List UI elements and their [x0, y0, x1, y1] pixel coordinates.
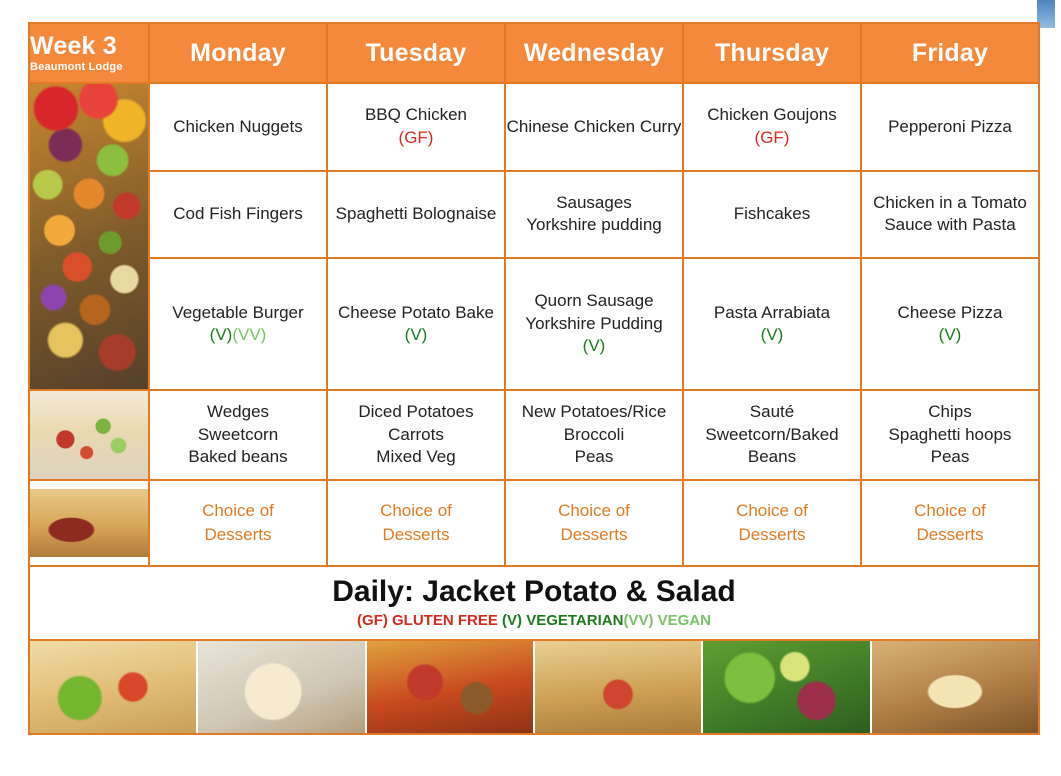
weekly-menu-table	[28, 22, 1040, 735]
panini-photo	[535, 641, 703, 733]
fruit-and-vegetables-photo	[30, 84, 148, 389]
menu-cell-text: Spaghetti Bolognaise	[335, 204, 497, 224]
menu-cell	[683, 171, 861, 259]
menu-cell	[683, 480, 861, 566]
side-photo-cell-top	[29, 83, 149, 390]
menu-cell	[683, 83, 861, 171]
menu-cell-text: Vegetable Burger (V)(VV)	[172, 302, 304, 344]
salad-photo	[703, 641, 871, 733]
menu-cell-text: Chicken Goujons (GF)	[707, 105, 837, 147]
day-header-thursday: Thursday	[683, 23, 861, 83]
pasta-salad-photo	[30, 391, 148, 479]
menu-cell-text: Wedges Sweetcorn Baked beans	[188, 402, 288, 467]
menu-cell-text: Pasta Arrabiata (V)	[713, 302, 831, 344]
menu-row-desserts	[29, 480, 1039, 566]
daily-special-title: Daily: Jacket Potato & Salad	[332, 574, 736, 608]
menu-cell	[861, 258, 1039, 390]
side-photo-cell-bottom	[29, 480, 149, 566]
menu-cell	[149, 83, 327, 171]
menu-cell	[149, 480, 327, 566]
menu-cell-text: Cheese Potato Bake (V)	[338, 302, 494, 344]
menu-cell	[683, 258, 861, 390]
menu-cell-text: Fishcakes	[733, 204, 811, 224]
pizza-photo	[367, 641, 535, 733]
week-header-cell	[29, 23, 149, 83]
menu-cell-text: Sausages Yorkshire pudding	[526, 192, 662, 235]
key-vegetarian: (V) VEGETARIAN	[502, 612, 624, 630]
menu-cell-text: Cod Fish Fingers	[173, 204, 303, 224]
menu-cell	[327, 480, 505, 566]
menu-cell-text: Choice of Desserts	[914, 501, 986, 544]
menu-cell-text: Diced Potatoes Carrots Mixed Veg	[358, 402, 474, 467]
menu-row-sides	[29, 390, 1039, 480]
side-photo-cell-middle	[29, 390, 149, 480]
week-label: Week 3	[30, 31, 117, 60]
bottom-photo-band	[30, 641, 1038, 733]
menu-cell-text: Quorn Sausage Yorkshire Pudding (V)	[525, 291, 663, 356]
menu-cell-text: Cheese Pizza (V)	[897, 302, 1003, 344]
menu-cell-text: Choice of Desserts	[380, 501, 452, 544]
menu-cell	[149, 258, 327, 390]
table-header-row	[29, 23, 1039, 83]
menu-cell-text: BBQ Chicken (GF)	[364, 105, 468, 147]
menu-row-vegetarian-option	[29, 258, 1039, 390]
day-header-tuesday: Tuesday	[327, 23, 505, 83]
lodge-label: Beaumont Lodge	[30, 61, 123, 74]
menu-cell	[505, 83, 683, 171]
menu-cell-text: Chicken in a Tomato Sauce with Pasta	[873, 192, 1027, 235]
menu-cell-text: Chicken Nuggets	[173, 116, 303, 136]
menu-cell-text: Choice of Desserts	[202, 501, 274, 544]
menu-cell	[327, 390, 505, 480]
daily-special-row	[29, 566, 1039, 641]
menu-cell	[861, 390, 1039, 480]
menu-row-main-course-2	[29, 171, 1039, 259]
menu-cell-text: Pepperoni Pizza	[888, 116, 1012, 136]
day-header-monday: Monday	[149, 23, 327, 83]
menu-cell	[861, 171, 1039, 259]
menu-cell	[505, 171, 683, 259]
daily-special-cell	[29, 566, 1039, 641]
menu-cell	[327, 83, 505, 171]
menu-cell	[505, 258, 683, 390]
sandwich-photo	[30, 641, 198, 733]
menu-cell	[683, 390, 861, 480]
jacket-potato-photo	[872, 641, 1038, 733]
day-header-friday: Friday	[861, 23, 1039, 83]
menu-cell	[861, 83, 1039, 171]
menu-cell-text: Chips Spaghetti hoops Peas	[888, 402, 1012, 467]
key-gluten-free: (GF) GLUTEN FREE	[357, 612, 503, 630]
cherry-pie-photo	[30, 489, 148, 557]
menu-cell-text: Chinese Chicken Curry	[506, 116, 682, 136]
dietary-key	[36, 612, 1032, 629]
menu-cell	[861, 480, 1039, 566]
menu-cell	[327, 258, 505, 390]
menu-cell	[505, 390, 683, 480]
bottom-photo-cell	[29, 640, 1039, 734]
menu-cell-text: Sauté Sweetcorn/Baked Beans	[705, 402, 839, 467]
menu-cell-text: Choice of Desserts	[558, 501, 630, 544]
wrap-photo	[198, 641, 366, 733]
menu-cell-text: Choice of Desserts	[736, 501, 808, 544]
day-header-wednesday: Wednesday	[505, 23, 683, 83]
menu-cell	[327, 171, 505, 259]
menu-cell	[149, 390, 327, 480]
menu-row-main-course-1	[29, 83, 1039, 171]
menu-cell	[505, 480, 683, 566]
key-vegan: (VV) VEGAN	[623, 612, 711, 630]
menu-cell-text: New Potatoes/Rice Broccoli Peas	[521, 402, 667, 467]
menu-cell	[149, 171, 327, 259]
bottom-photo-row	[29, 640, 1039, 734]
